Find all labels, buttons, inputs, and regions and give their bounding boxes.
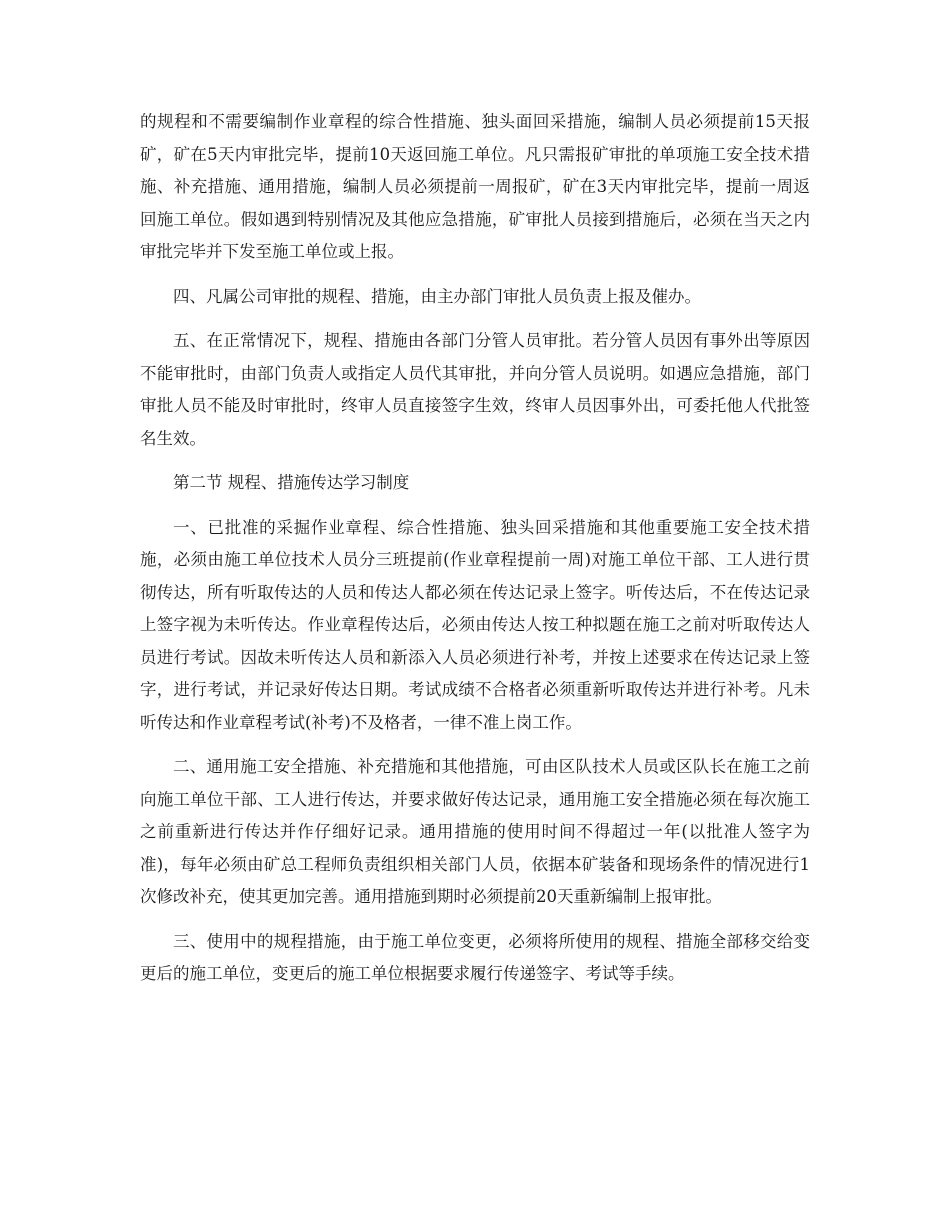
section-heading: 第二节 规程、措施传达学习制度: [173, 473, 410, 492]
paragraph-item-5: 五、在正常情况下，规程、措施由各部门分管人员审批。若分管人员因有事外出等原因不能审批时，由部门负责人或指定人员代其审批，并向分管人员说明。如遇应急措施，部门审批人员不能及时审批时，终审人员直接签字生效，终审人员因事外出，可委托他人代批签名生效。: [140, 331, 810, 448]
section-paragraph-2: 二、通用施工安全措施、补充措施和其他措施，可由区队技术人员或区队长在施工之前向施工单位干部、工人进行传达，并要求做好传达记录，通用施工安全措施必须在每次施工之前重新进行传达并作仔细好记录。通用措施的使用时间不得超过一年(以批准人签字为准)，每年必须由矿总工程师负责组织相关部门人员，依据本矿装备和现场条件的情况进行1次修改补充，使其更加完善。通用措施到期时必须提前20天重新编制上报审批。: [140, 757, 810, 906]
paragraph-item-4: 四、凡属公司审批的规程、措施，由主办部门审批人员负责上报及催办。: [173, 286, 701, 306]
section-paragraph-3: 三、使用中的规程措施，由于施工单位变更，必须将所使用的规程、措施全部移交给变更后的施工单位，变更后的施工单位根据要求履行传递签字、考试等手续。: [140, 931, 810, 983]
paragraph-continuation: 的规程和不需要编制作业章程的综合性措施、独头面回采措施，编制人员必须提前15天报矿，矿在5天内审批完毕，提前10天返回施工单位。凡只需报矿审批的单项施工安全技术措施、补充措施、通用措施，编制人员必须提前一周报矿，矿在3天内审批完毕，提前一周返回施工单位。假如遇到特别情况及其他应急措施，矿审批人员接到措施后，必须在当天之内审批完毕并下发至施工单位或上报。: [140, 112, 810, 261]
document-body: [140, 106, 810, 1003]
section-paragraph-1: 一、已批准的采掘作业章程、综合性措施、独头回采措施和其他重要施工安全技术措施，必须由施工单位技术人员分三班提前(作业章程提前一周)对施工单位干部、工人进行贯彻传达，所有听取传达的人员和传达人都必须在传达记录上签字。听传达后，不在传达记录上签字视为未听传达。作业章程传达后，必须由传达人按工种拟题在施工之前对听取传达人员进行考试。因故未听传达人员和新添入人员必须进行补考，并按上述要求在传达记录上签字，进行考试，并记录好传达日期。考试成绩不合格者必须重新听取传达并进行补考。凡未听传达和作业章程考试(补考)不及格者，一律不准上岗工作。: [140, 517, 810, 732]
